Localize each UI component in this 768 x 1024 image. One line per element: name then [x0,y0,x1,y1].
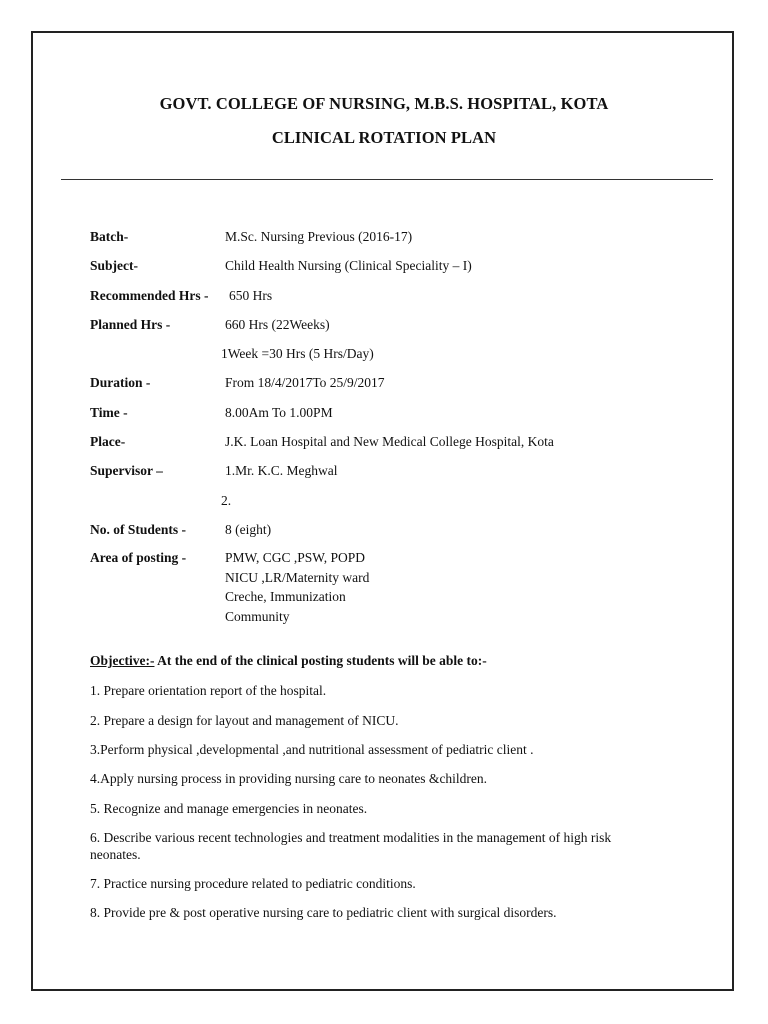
batch-label: Batch- [90,229,129,244]
place-value: J.K. Loan Hospital and New Medical College Hospital, Kota [225,434,554,449]
objective-item: 7. Practice nursing procedure related to pediatric conditions. [90,876,416,891]
students-label: No. of Students - [90,522,187,537]
planned-hrs-label: Planned Hrs - [90,317,171,332]
college-title: GOVT. COLLEGE OF NURSING, M.B.S. HOSPITAL, KOTA [159,94,609,113]
header-divider [61,179,713,180]
place-label: Place- [90,434,126,449]
week-hours-value: 1Week =30 Hrs (5 Hrs/Day) [221,346,374,361]
duration-label: Duration - [90,375,151,390]
objective-prefix: Objective:- [90,653,155,668]
batch-value: M.Sc. Nursing Previous (2016-17) [225,229,413,244]
supervisor-label: Supervisor – [90,463,163,478]
time-label: Time - [90,405,128,420]
objective-heading [90,653,487,669]
planned-hrs-value: 660 Hrs (22Weeks) [225,317,330,332]
duration-value: From 18/4/2017To 25/9/2017 [225,375,385,390]
objective-item: 3.Perform physical ,developmental ,and nutritional assessment of pediatric client . [90,742,534,757]
supervisor-1: 1.Mr. K.C. Meghwal [225,463,338,478]
time-value: 8.00Am To 1.00PM [225,405,333,420]
recommended-hrs-label: Recommended Hrs - [90,288,209,303]
objective-text: At the end of the clinical posting students will be able to:- [154,653,487,668]
students-value: 8 (eight) [225,522,272,537]
subject-value: Child Health Nursing (Clinical Speciality – I) [225,258,472,273]
objective-item: 2. Prepare a design for layout and management of NICU. [90,713,399,728]
supervisor-2: 2. [221,493,232,508]
area-item: Creche, Immunization [225,589,346,604]
subject-label: Subject- [90,258,138,273]
objective-item: 1. Prepare orientation report of the hospital. [90,683,327,698]
objective-item: 8. Provide pre & post operative nursing care to pediatric client with surgical disorders. [90,905,557,920]
recommended-hrs-value: 650 Hrs [229,288,273,303]
area-item: Community [225,608,290,624]
area-label: Area of posting - [90,550,187,565]
area-list [225,548,369,626]
area-item: PMW, CGC ,PSW, POPD [225,550,366,565]
objective-item: 6. Describe various recent technologies and treatment modalities in the management of high risk neonates. [90,830,612,862]
plan-title: CLINICAL ROTATION PLAN [271,128,497,147]
objective-item: 4.Apply nursing process in providing nursing care to neonates &children. [90,771,488,786]
area-item: NICU ,LR/Maternity ward [225,569,370,585]
objective-item: 5. Recognize and manage emergencies in neonates. [90,801,368,816]
